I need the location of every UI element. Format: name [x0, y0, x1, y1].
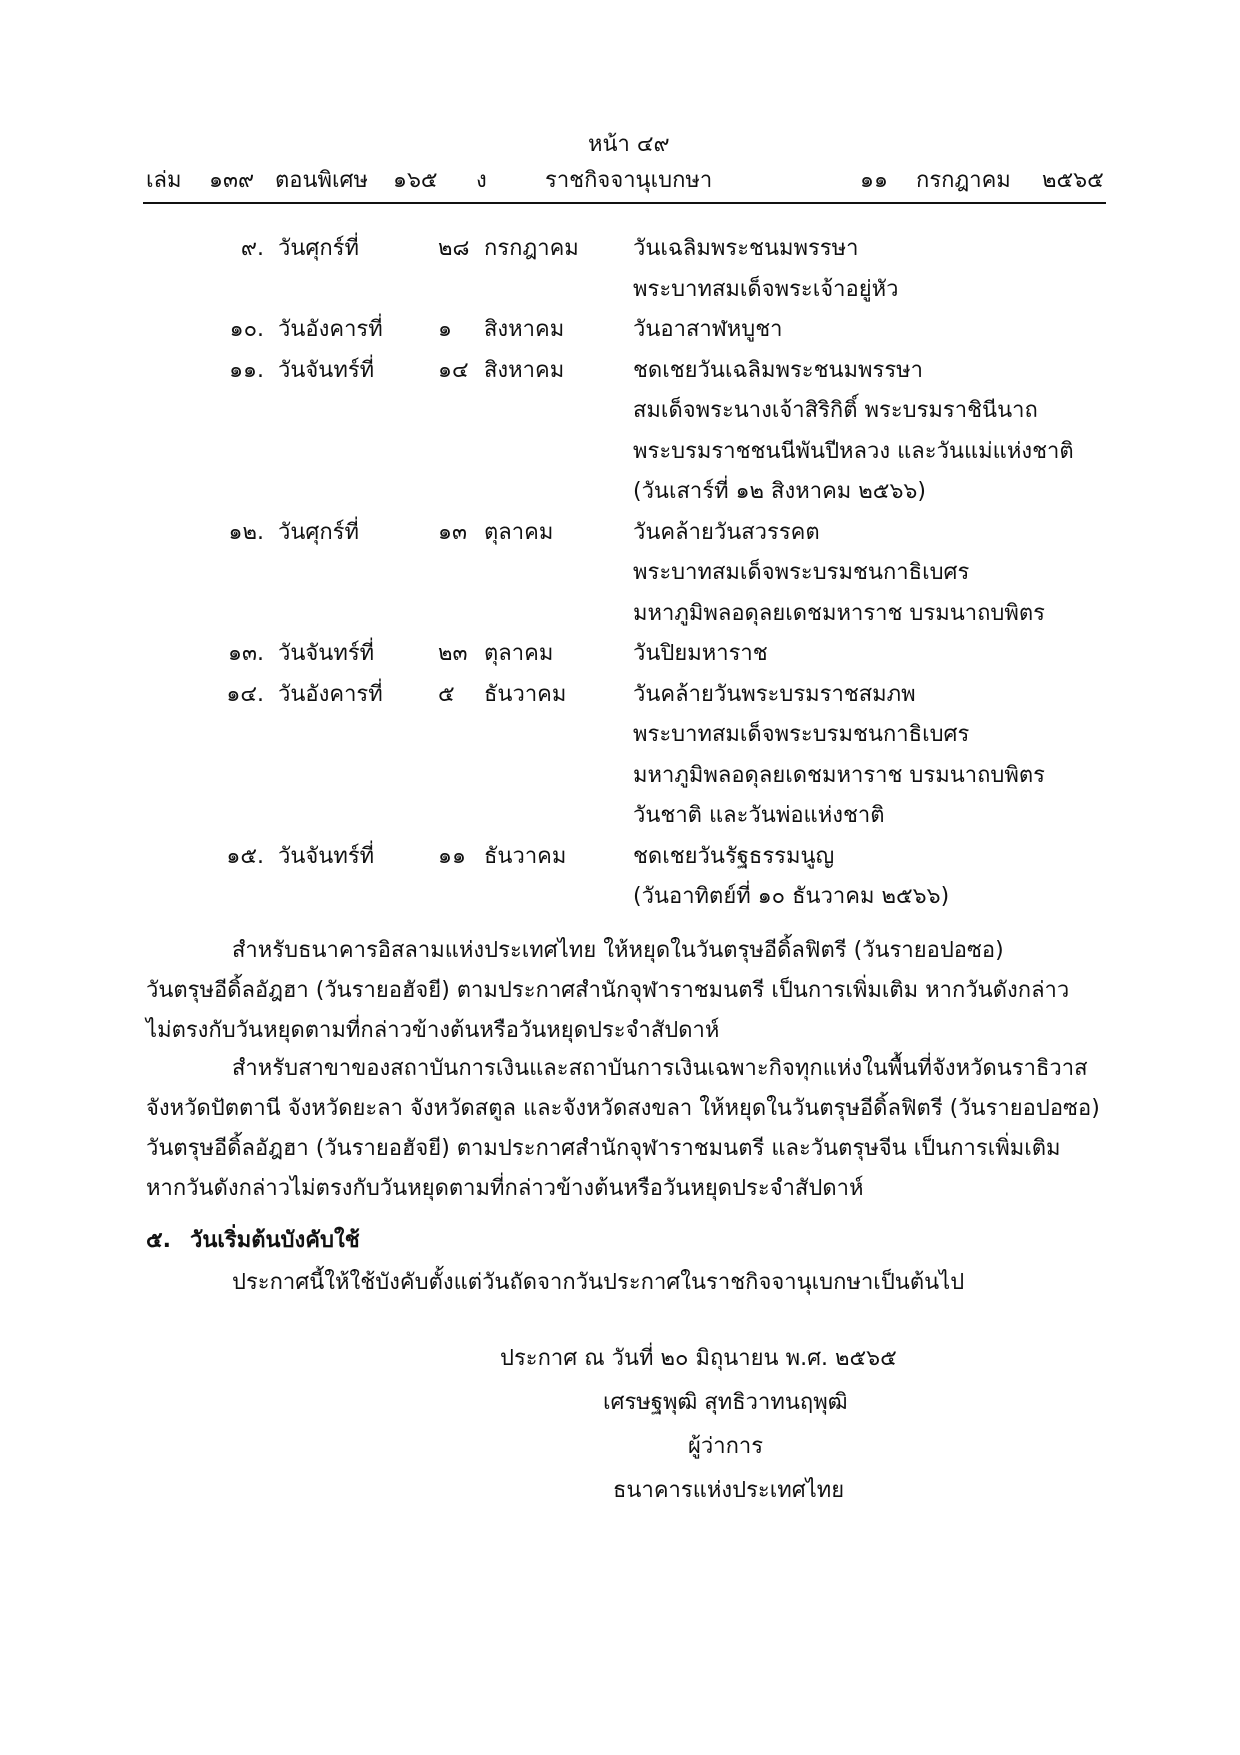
signatory-name: เศรษฐพุฒิ สุทธิวาทนฤพุฒิ	[603, 1390, 848, 1415]
holiday-entry	[0, 514, 1240, 552]
holiday-name-line: วันคล้ายวันสวรรคต	[633, 519, 820, 545]
holiday-month: ธันวาคม	[484, 843, 567, 869]
issue-section: ง	[476, 168, 487, 193]
header-date-year: ๒๕๖๕	[1042, 168, 1104, 193]
paragraph-line: จังหวัดปัตตานี จังหวัดยะลา จังหวัดสตูล และจังหวัดสงขลา ให้หยุดในวันตรุษอีดิ้ลฟิตรี (วันรายอปอซอ)	[146, 1096, 1100, 1121]
holiday-name-line: วันเฉลิมพระชนมพรรษา	[633, 236, 859, 261]
holiday-date: ๑๓	[438, 519, 468, 545]
paragraph-line: ไม่ตรงกับวันหยุดตามที่กล่าวข้างต้นหรือวันหยุดประจำสัปดาห์	[146, 1018, 720, 1043]
holiday-month: สิงหาคม	[484, 317, 565, 342]
gazette-name: ราชกิจจานุเบกษา	[545, 168, 713, 193]
holiday-entry	[0, 838, 1240, 876]
paragraph-line: หากวันดังกล่าวไม่ตรงกับวันหยุดตามที่กล่าวข้างต้นหรือวันหยุดประจำสัปดาห์	[146, 1176, 864, 1201]
holiday-name-line: มหาภูมิพลอดุลยเดชมหาราช บรมนาถบพิตร	[633, 600, 1045, 626]
holiday-number: ๑๐.	[229, 317, 264, 342]
holiday-name-line: (วันเสาร์ที่ ๑๒ สิงหาคม ๒๕๖๖)	[633, 479, 926, 504]
holiday-entry	[0, 676, 1240, 714]
paragraph-line: สำหรับธนาคารอิสลามแห่งประเทศไทย ให้หยุดในวันตรุษอีดิ้ลฟิตรี (วันรายอปอซอ)	[232, 938, 1004, 963]
signatory-title: ผู้ว่าการ	[688, 1434, 764, 1459]
holiday-weekday: วันอังคารที่	[278, 317, 383, 342]
page-number: หน้า ๔๙	[588, 132, 670, 157]
holiday-name-line: ชดเชยวันรัฐธรรมนูญ	[633, 843, 835, 869]
volume-number: ๑๓๙	[209, 168, 255, 193]
header-date-day: ๑๑	[860, 168, 888, 193]
paragraph-line: สำหรับสาขาของสถาบันการเงินและสถาบันการเงินเฉพาะกิจทุกแห่งในพื้นที่จังหวัดนราธิวาส	[232, 1056, 1088, 1081]
section-title: วันเริ่มต้นบังคับใช้	[190, 1228, 360, 1253]
holiday-number: ๙.	[240, 236, 264, 261]
header-rule	[143, 202, 1106, 204]
holiday-entry	[0, 635, 1240, 673]
holiday-weekday: วันอังคารที่	[278, 681, 383, 707]
holiday-date: ๒๘	[438, 236, 470, 261]
holiday-number: ๑๕.	[226, 843, 264, 869]
holiday-name-line: ชดเชยวันเฉลิมพระชนมพรรษา	[633, 357, 924, 383]
holiday-entry	[0, 311, 1240, 349]
holiday-name-line: วันคล้ายวันพระบรมราชสมภพ	[633, 681, 916, 707]
holiday-name-line: วันปิยมหาราช	[633, 641, 768, 666]
issue-label: ตอนพิเศษ	[275, 168, 369, 193]
holiday-date: ๑๑	[438, 843, 466, 869]
holiday-name-line: วันอาสาฬหบูชา	[633, 317, 783, 342]
holiday-weekday: วันจันทร์ที่	[278, 357, 375, 383]
holiday-name-line: พระบาทสมเด็จพระบรมชนกาธิเบศร	[633, 722, 970, 747]
holiday-entry	[0, 230, 1240, 268]
volume-label: เล่ม	[146, 168, 182, 193]
holiday-date: ๒๓	[438, 641, 468, 666]
holiday-name-line: (วันอาทิตย์ที่ ๑๐ ธันวาคม ๒๕๖๖)	[633, 884, 950, 909]
holiday-date: ๑	[438, 317, 452, 342]
holiday-month: ตุลาคม	[484, 641, 554, 666]
paragraph-line: วันตรุษอีดิ้ลอัฎฮา (วันรายอฮัจยี) ตามประกาศสำนักจุฬาราชมนตรี เป็นการเพิ่มเติม หากวันดังกล่าว	[146, 978, 1070, 1003]
signatory-organization: ธนาคารแห่งประเทศไทย	[613, 1478, 845, 1503]
holiday-weekday: วันศุกร์ที่	[278, 519, 359, 545]
holiday-month: ธันวาคม	[484, 681, 567, 707]
holiday-weekday: วันจันทร์ที่	[278, 641, 375, 666]
holiday-name-line: วันชาติ และวันพ่อแห่งชาติ	[633, 803, 885, 828]
holiday-month: กรกฎาคม	[484, 236, 579, 261]
issue-number: ๑๖๕	[393, 168, 438, 193]
holiday-name-line: มหาภูมิพลอดุลยเดชมหาราช บรมนาถบพิตร	[633, 762, 1045, 788]
holiday-name-line: พระบาทสมเด็จพระบรมชนกาธิเบศร	[633, 560, 970, 585]
holiday-date: ๕	[438, 681, 455, 707]
holiday-month: สิงหาคม	[484, 357, 565, 383]
paragraph-line: วันตรุษอีดิ้ลอัฎฮา (วันรายอฮัจยี) ตามประกาศสำนักจุฬาราชมนตรี และวันตรุษจีน เป็นการเพิ่มเติม	[146, 1136, 1061, 1161]
holiday-month: ตุลาคม	[484, 519, 554, 545]
section-number: ๕.	[146, 1228, 172, 1253]
holiday-name-line: พระบาทสมเด็จพระเจ้าอยู่หัว	[633, 276, 899, 302]
holiday-weekday: วันศุกร์ที่	[278, 236, 359, 261]
holiday-weekday: วันจันทร์ที่	[278, 843, 375, 869]
announcement-date: ประกาศ ณ วันที่ ๒๐ มิถุนายน พ.ศ. ๒๕๖๕	[500, 1346, 897, 1371]
holiday-entry	[0, 352, 1240, 390]
holiday-number: ๑๔.	[226, 681, 264, 707]
holiday-number: ๑๑.	[229, 357, 264, 383]
holiday-number: ๑๒.	[228, 519, 264, 545]
section-body: ประกาศนี้ให้ใช้บังคับตั้งแต่วันถัดจากวันประกาศในราชกิจจานุเบกษาเป็นต้นไป	[232, 1270, 965, 1295]
holiday-name-line: สมเด็จพระนางเจ้าสิริกิติ์ พระบรมราชินีนาถ	[633, 398, 1038, 423]
holiday-name-line: พระบรมราชชนนีพันปีหลวง และวันแม่แห่งชาติ	[633, 438, 1074, 464]
holiday-date: ๑๔	[438, 357, 469, 383]
header-date-month: กรกฎาคม	[916, 168, 1011, 193]
holiday-number: ๑๓.	[228, 641, 264, 666]
